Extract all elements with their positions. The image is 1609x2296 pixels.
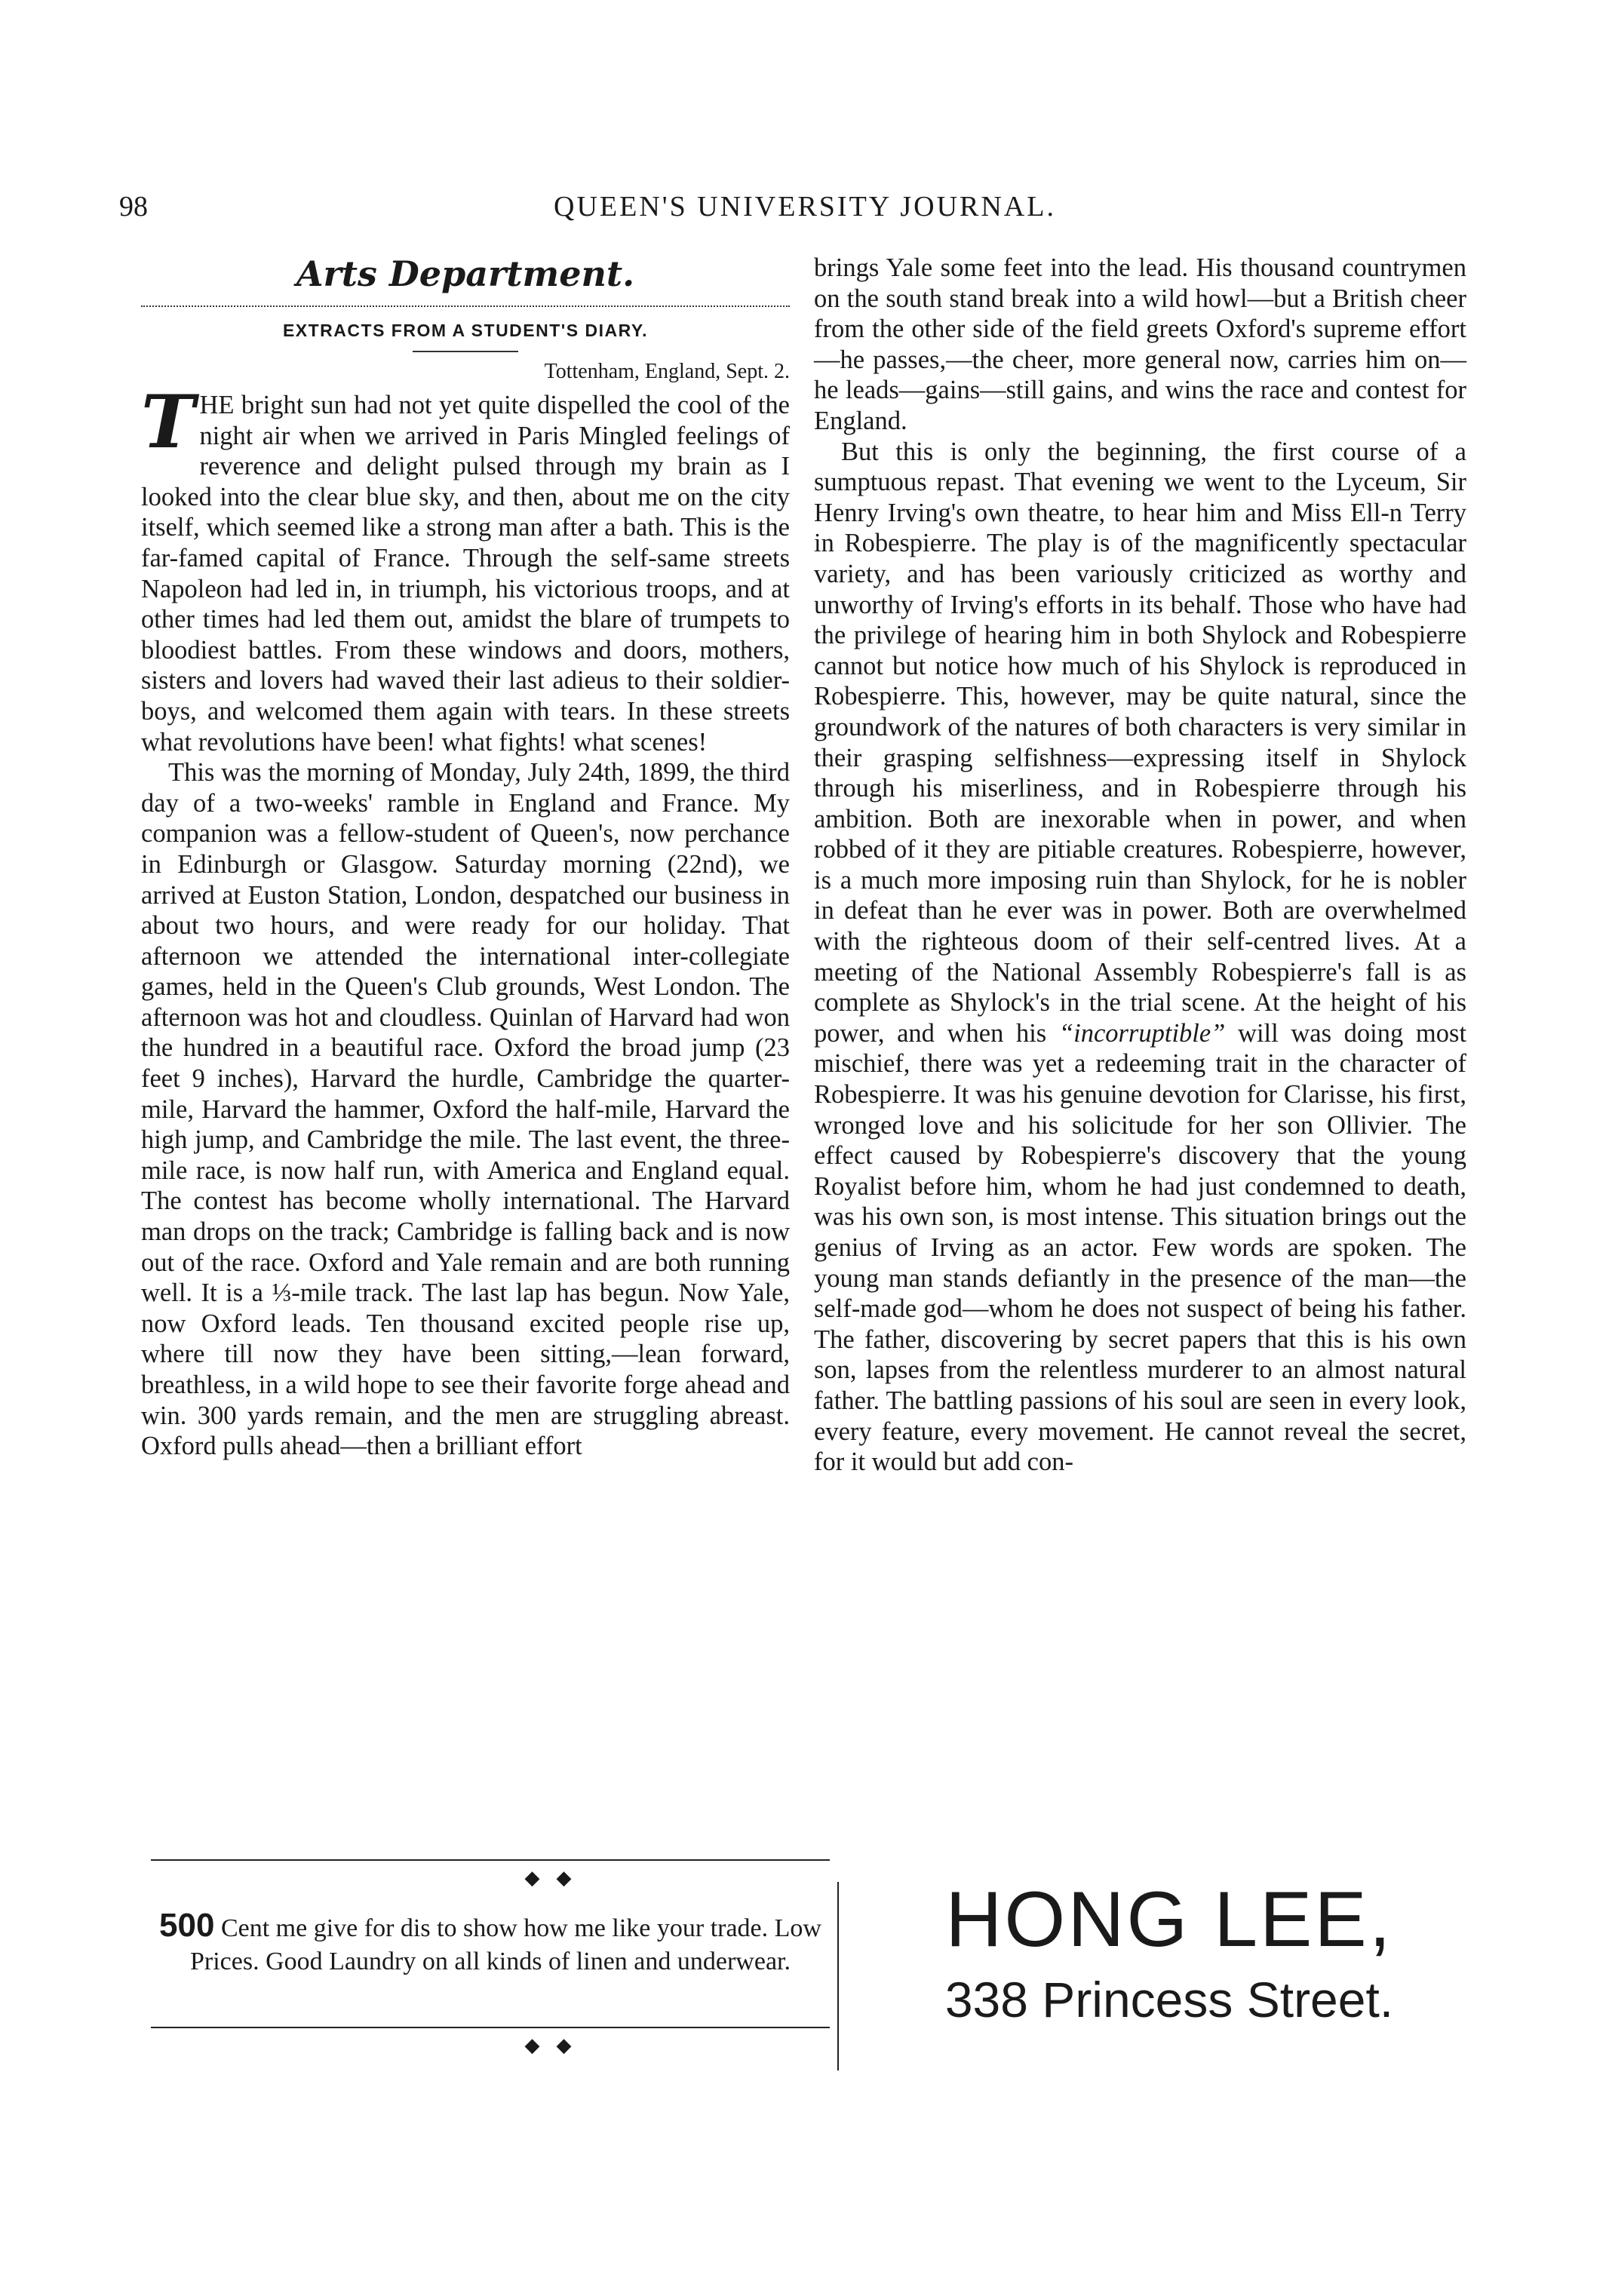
laundry-ad-notice: [151, 1859, 962, 2070]
department-heading: Arts Department.: [296, 253, 635, 294]
ad-rule-top: [151, 1859, 830, 1861]
business-address: 338 Princess Street.: [944, 1972, 1394, 2027]
paragraph-text: HE bright sun had not yet quite dispelled the cool of the night air when we arrived in Paris Mingled feelings of reverence and delight pulsed through my brain as I looked into the clear blue sky, and then, about me on the city itself, which seemed like a strong man after a bath. This is the far-famed capital of France. Through the self-same streets Napoleon had led in, in triumph, his victorious troops, and at other times had led them out, amidst the blare of trumpets to bloodiest battles. From these windows and doors, mothers, sisters and lovers had waved their last adieus to their soldier-boys, and welcomed them again with tears. In these streets what revolutions have been! what fights! what scenes!: [141, 391, 790, 757]
journal-title: QUEEN'S UNIVERSITY JOURNAL.: [554, 191, 1056, 223]
section-divider: [141, 305, 790, 307]
ad-text: [151, 1909, 830, 1978]
drop-cap: T: [141, 379, 195, 465]
laundry-ad-sign: [867, 1859, 1471, 2070]
paragraph-text: will was doing most mischief, there was yet a redeeming trait in the character of Robespierre. It was his genuine devotion for Clarisse, his first, wronged love and his solicitude for her son Ollivier. The effect caused by Robespierre's discovery that the young Royalist before him, whom he had just condemned to death, was his own son, is most intense. This situation brings out the genius of Irving as an actor. Few words are spoken. The young man stands defiantly in the presence of the man—the self-made god—whom he does not suspect of being his father. The father, discovering by secret papers that this is his own son, lapses from the relentless murderer to an almost natural father. The battling passions of his soul are seen in every look, every feature, every movement. He cannot reveal the secret, for it would but add con-: [814, 1018, 1467, 1477]
ad-body: Cent me give for dis to show how me like your trade. Low Prices. Good Laundry on all kinds of linen and underwear.: [190, 1914, 821, 1975]
ad-number: 500: [159, 1907, 215, 1944]
ad-rule-bottom: [151, 2027, 830, 2028]
article-paragraph: [814, 437, 1466, 1478]
article-paragraph: [141, 379, 790, 757]
ad-divider: [837, 1882, 839, 2070]
paragraph-text: But this is only the beginning, the first course of a sumptuous repast. That evening we went to the Lyceum, Sir Henry Irving's own theatre, to hear him and Miss Ell-n Terry in Robespierre. The play is of the magnificently spectacular variety, and has been variously criticized as worthy and unworthy of Irving's efforts in its behalf. Those who have had the privilege of hearing him in both Shylock and Robespierre cannot but notice how much of his Shylock is reproduced in Robespierre. This, however, may be quite natural, since the groundwork of the natures of both characters is very similar in their grasping selfishness—expressing itself in Shylock through his miserliness, and in Robespierre through his ambition. Both are inexorable when in power, and when robbed of it they are pitiable creatures. Robespierre, however, is a much more imposing ruin than Shylock, for he is nobler in defeat than he ever was in power. Both are overwhelmed with the righteous doom of their self-centred lives. At a meeting of the National Assembly Robespierre's fall is as complete as Shylock's in the trial scene. At the height of his power, and when his: [814, 437, 1466, 1048]
running-head: [119, 190, 1491, 235]
article-paragraph: This was the morning of Monday, July 24th, 1899, the third day of a two-weeks' ramble in England and France. My companion was a fellow-student of Queen's, now perchance in Edinburgh or Glasgow. Saturday morning (22nd), we arrived at Euston Station, London, despatched our business in about two hours, and were ready for our holiday. That afternoon we attended the international inter-collegiate games, held in the Queen's Club grounds, West London. The afternoon was hot and cloudless. Quinlan of Harvard had won the hundred in a beautiful race. Oxford the broad jump (23 feet 9 inches), Harvard the hurdle, Cambridge the quarter-mile, Harvard the hammer, Oxford the half-mile, Harvard the high jump, and Cambridge the mile. The last event, the three-mile race, is now half run, with America and England equal. The contest has become wholly international. The Harvard man drops on the track; Cambridge is falling back and is now out of the race. Oxford and Yale remain and are both running well. It is a ⅓-mile track. The last lap has begun. Now Yale, now Oxford leads. Ten thousand excited people rise up, where till now they have been sitting,—lean forward, breathless, in a wild hope to see their favorite forge ahead and win. 300 yards remain, and the men are struggling abreast. Oxford pulls ahead—then a brilliant effort: [141, 758, 790, 1461]
article-paragraph-continued: brings Yale some feet into the lead. His thousand countrymen on the south stand break into a wild howl—but a British cheer from the other side of the field greets Oxford's supreme effort—he passes,—the cheer, more general now, carries him on—he leads—gains—still gains, and wins the race and contest for England.: [814, 253, 1466, 435]
diamond-ornament-icon: ◆◆: [524, 2034, 588, 2056]
right-column: [814, 253, 1466, 1478]
heading-rule: [413, 351, 518, 352]
emphasized-word: “incorruptible”: [1058, 1018, 1226, 1048]
article-heading: EXTRACTS FROM A STUDENT'S DIARY.: [282, 321, 649, 340]
page-number: 98: [119, 191, 148, 223]
advertisement: [143, 1859, 1471, 2070]
left-column: [141, 253, 790, 1462]
diamond-ornament-icon: ◆◆: [524, 1867, 588, 1889]
business-name: HONG LEE,: [945, 1876, 1393, 1963]
dateline: Tottenham, England, Sept. 2.: [544, 360, 790, 383]
